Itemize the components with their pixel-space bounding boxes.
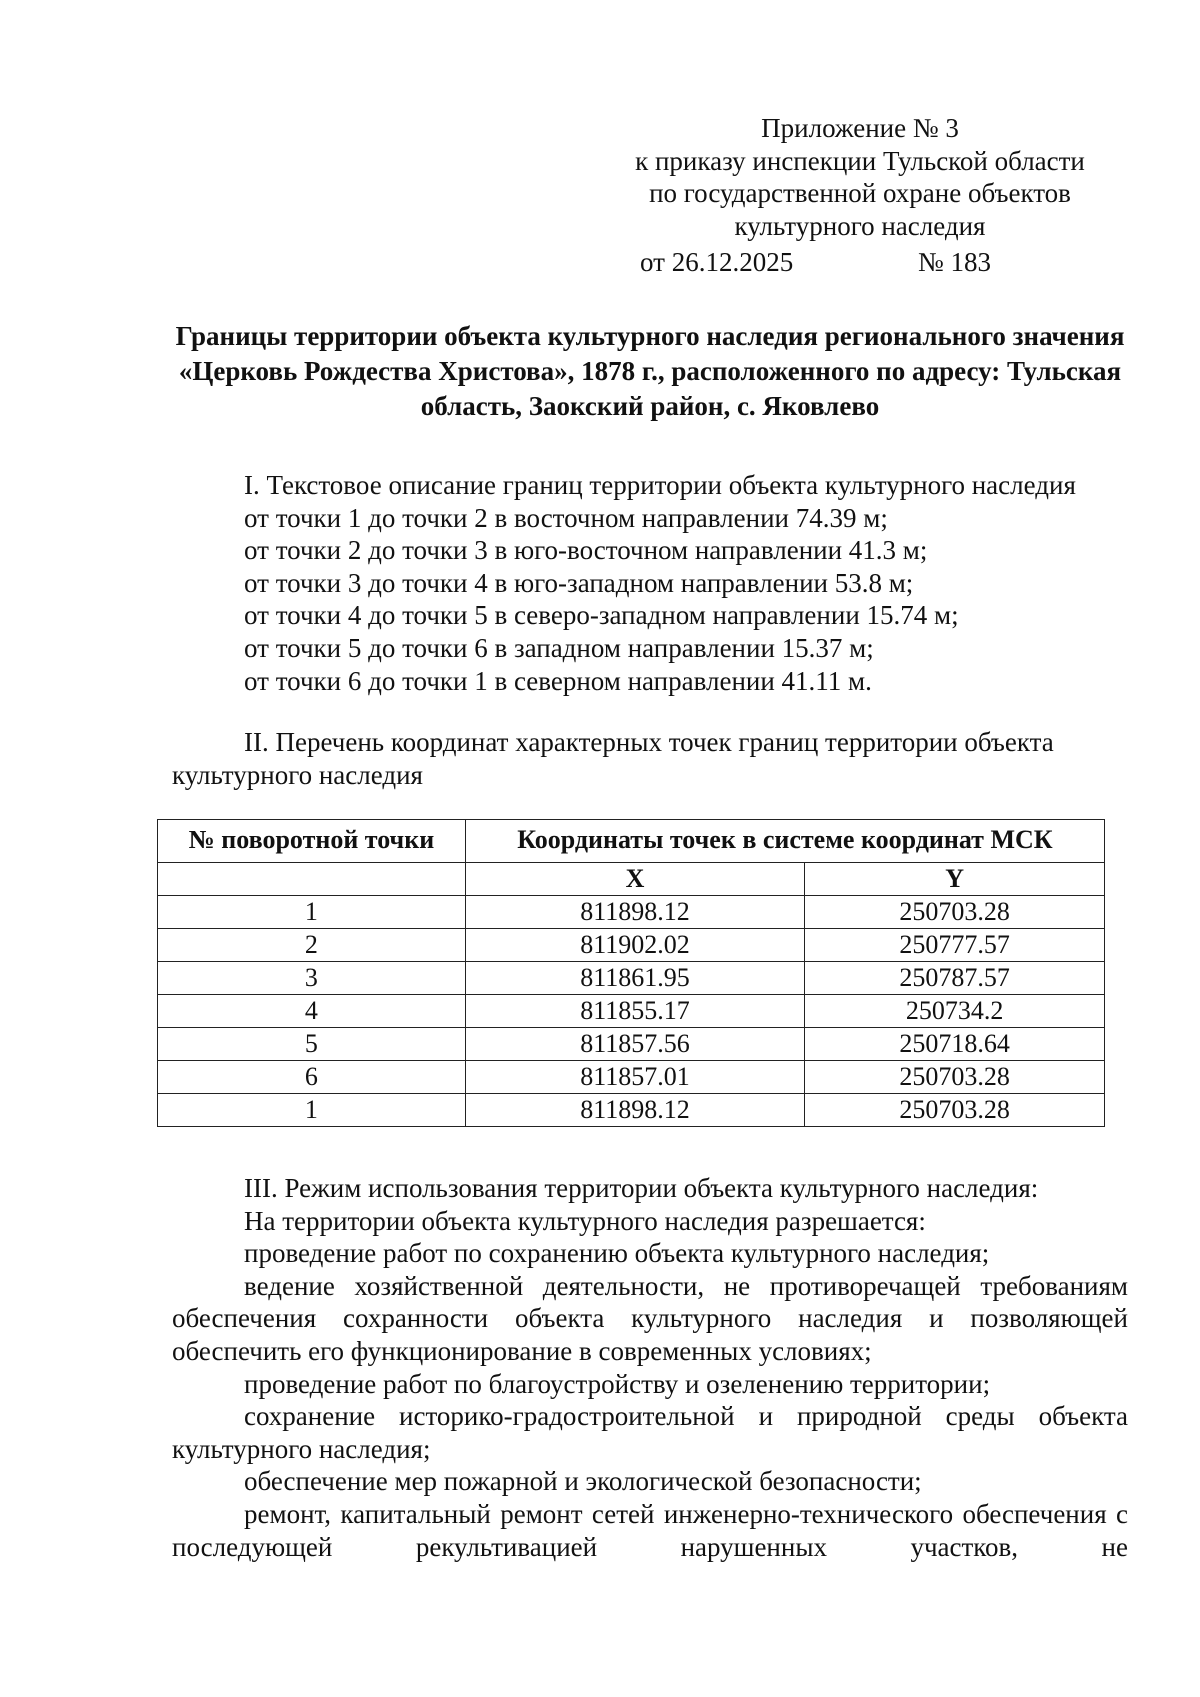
y-cell: 250777.57 [805, 929, 1105, 962]
permitted-item: ремонт, капитальный ремонт сетей инженерно-технического обеспечения с последующей рекультивацией нарушенных участков, не [172, 1498, 1128, 1562]
boundary-line: от точки 3 до точки 4 в юго-западном направлении 53.8 м; [244, 567, 914, 598]
point-cell: 1 [158, 1094, 466, 1127]
table-subheader-row [158, 863, 1105, 896]
point-cell: 4 [158, 995, 466, 1028]
table-row [158, 1094, 1105, 1127]
table-row [158, 1028, 1105, 1061]
col-y-header: Y [805, 863, 1105, 896]
y-cell: 250734.2 [805, 995, 1105, 1028]
y-cell: 250703.28 [805, 896, 1105, 929]
order-number: № 183 [918, 247, 992, 277]
table-row [158, 962, 1105, 995]
boundary-line: от точки 4 до точки 5 в северо-западном направлении 15.74 м; [244, 600, 959, 631]
boundary-line: от точки 2 до точки 3 в юго-восточном направлении 41.3 м; [244, 535, 928, 566]
document-title: Границы территории объекта культурного наследия регионального значения «Церковь Рождества Христова», 1878 г., расположенного по адресу: Тульская область, Заокский район, с. Яковлево [175, 321, 1125, 421]
table-header-row [158, 820, 1105, 863]
section1-heading: I. Текстовое описание границ территории объекта культурного наследия [244, 470, 1076, 500]
permitted-item: сохранение историко-градостроительной и природной среды объекта культурного наследия; [172, 1401, 1128, 1464]
col-x-header: X [465, 863, 804, 896]
point-cell: 2 [158, 929, 466, 962]
section2-heading: II. Перечень координат характерных точек границ территории объекта культурного наследия [172, 727, 1054, 790]
x-cell: 811898.12 [465, 896, 804, 929]
boundary-line: от точки 1 до точки 2 в восточном направлении 74.39 м; [244, 502, 888, 533]
x-cell: 811857.01 [465, 1061, 804, 1094]
col-coords-header: Координаты точек в системе координат МСК [465, 820, 1104, 863]
y-cell: 250787.57 [805, 962, 1105, 995]
section-coordinates-heading [172, 726, 1128, 791]
x-cell: 811861.95 [465, 962, 804, 995]
section3-heading: III. Режим использования территории объекта культурного наследия: [244, 1173, 1039, 1203]
y-cell: 250718.64 [805, 1028, 1105, 1061]
x-cell: 811898.12 [465, 1094, 804, 1127]
permitted-item: проведение работ по благоустройству и озеленению территории; [244, 1368, 991, 1399]
boundary-line: от точки 6 до точки 1 в северном направлении 41.11 м. [244, 665, 872, 696]
section3-intro: На территории объекта культурного наследия разрешается: [244, 1205, 926, 1236]
boundary-line: от точки 5 до точки 6 в западном направлении 15.37 м; [244, 632, 874, 663]
point-cell: 1 [158, 896, 466, 929]
x-cell: 811902.02 [465, 929, 804, 962]
appendix-header [600, 112, 1120, 242]
table-row [158, 896, 1105, 929]
appendix-order-line: к приказу инспекции Тульской области [635, 145, 1085, 176]
permitted-item: обеспечение мер пожарной и экологической безопасности; [244, 1466, 922, 1497]
empty-subheader-cell [158, 863, 466, 896]
permitted-item: ведение хозяйственной деятельности, не противоречащей требованиям обеспечения сохранности объекта культурного наследия и позволяющей обеспечить его функционирование в современных условиях; [172, 1270, 1128, 1366]
order-date: от 26.12.2025 [640, 247, 794, 277]
y-cell: 250703.28 [805, 1061, 1105, 1094]
x-cell: 811855.17 [465, 995, 804, 1028]
y-cell: 250703.28 [805, 1094, 1105, 1127]
appendix-number: Приложение № 3 [761, 113, 959, 143]
section-text-description [172, 469, 1128, 697]
table-row [158, 929, 1105, 962]
table-row [158, 1061, 1105, 1094]
x-cell: 811857.56 [465, 1028, 804, 1061]
permitted-item: проведение работ по сохранению объекта культурного наследия; [244, 1238, 990, 1269]
table-row [158, 995, 1105, 1028]
appendix-authority-line: по государственной охране объектов [649, 178, 1071, 208]
section-usage-regime [172, 1172, 1128, 1563]
point-cell: 6 [158, 1061, 466, 1094]
point-cell: 5 [158, 1028, 466, 1061]
col-point-header: № поворотной точки [158, 820, 466, 863]
appendix-heritage-line: культурного наследия [734, 210, 986, 241]
point-cell: 3 [158, 962, 466, 995]
coordinates-table [157, 819, 1105, 1127]
